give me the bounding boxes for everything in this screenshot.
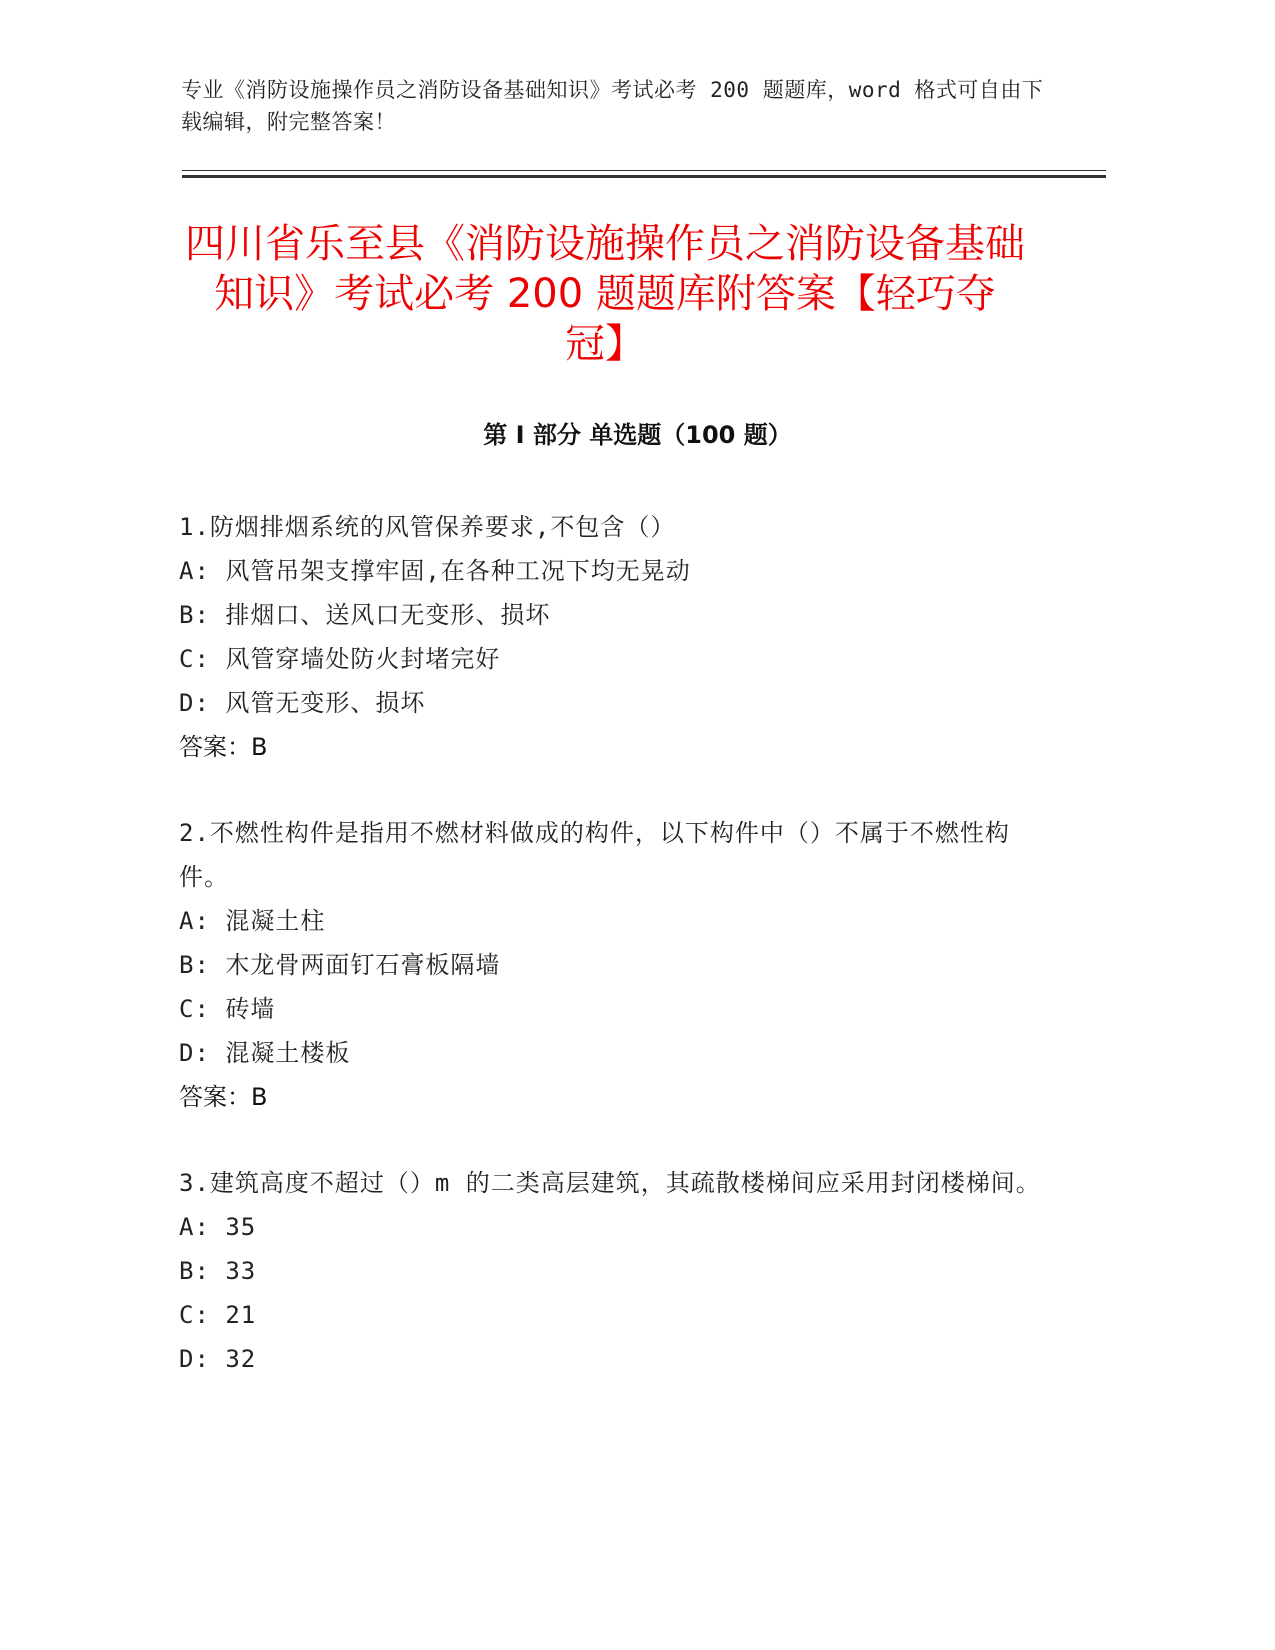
header-divider-thick (182, 175, 1106, 178)
header-divider-thin (182, 170, 1106, 171)
document-title: 四川省乐至县《消防设施操作员之消防设备基础知识》考试必考 200 题题库附答案【轻巧夺冠】 (185, 221, 1025, 367)
question-2 (179, 811, 1059, 1119)
answer-line: 答案：B (179, 1083, 268, 1111)
option-a: A: 混凝土柱 (179, 907, 326, 935)
option-a: A: 风管吊架支撑牢固,在各种工况下均无晃动 (179, 557, 691, 585)
option-d: D: 32 (179, 1345, 257, 1373)
question-3 (179, 1161, 1059, 1381)
question-stem: 2.不燃性构件是指用不燃材料做成的构件，以下构件中（）不属于不燃性构件。 (179, 819, 1010, 891)
option-c: C: 21 (179, 1301, 257, 1329)
option-b: B: 33 (179, 1257, 257, 1285)
question-stem: 1.防烟排烟系统的风管保养要求,不包含（） (179, 513, 676, 541)
header-note: 专业《消防设施操作员之消防设备基础知识》考试必考 200 题题库，word 格式可自由下载编辑，附完整答案！ (181, 78, 1044, 134)
option-c: C: 砖墙 (179, 995, 276, 1023)
option-d: D: 混凝土楼板 (179, 1039, 351, 1067)
question-list (179, 505, 1059, 1423)
option-b: B: 木龙骨两面钉石膏板隔墙 (179, 951, 501, 979)
section-title: 第 I 部分 单选题（100 题） (483, 421, 792, 449)
option-c: C: 风管穿墙处防火封堵完好 (179, 645, 501, 673)
option-d: D: 风管无变形、损坏 (179, 689, 426, 717)
answer-line: 答案：B (179, 733, 268, 761)
question-stem: 3.建筑高度不超过（）m 的二类高层建筑，其疏散楼梯间应采用封闭楼梯间。 (179, 1169, 1041, 1197)
question-1 (179, 505, 1059, 769)
option-b: B: 排烟口、送风口无变形、损坏 (179, 601, 551, 629)
option-a: A: 35 (179, 1213, 257, 1241)
